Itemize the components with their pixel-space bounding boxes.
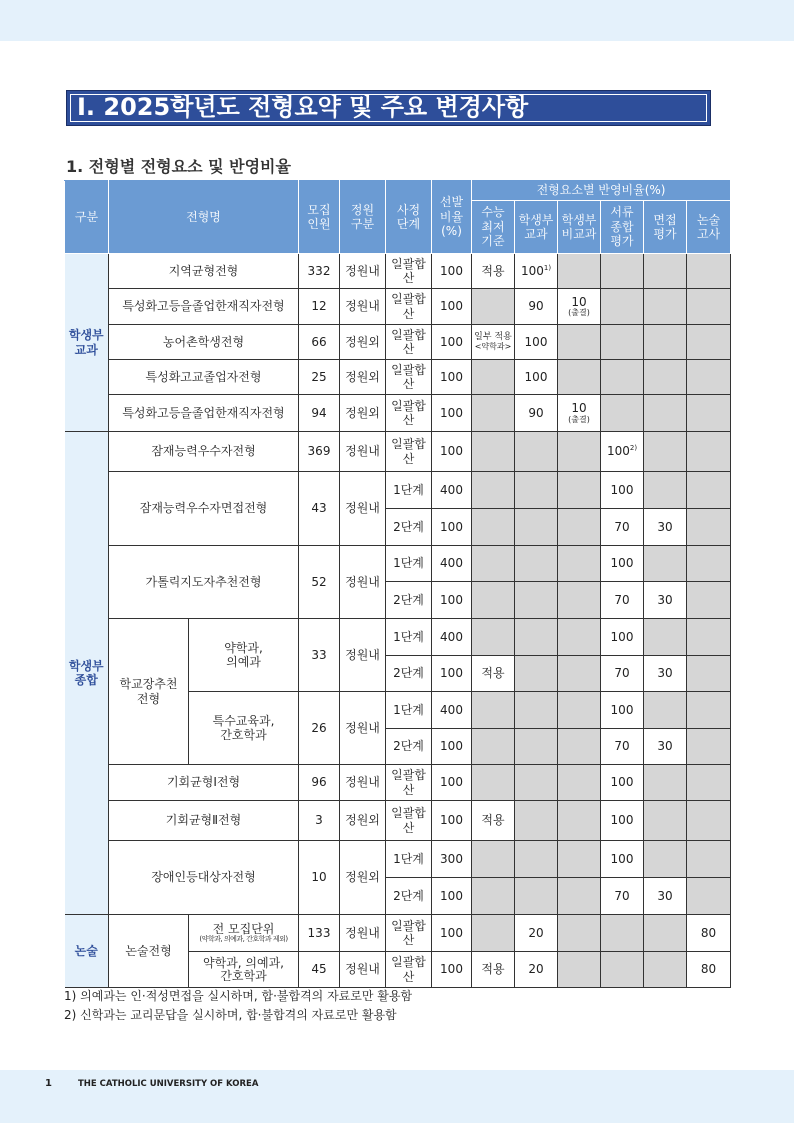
row-name: 약학과, 의예과, 간호학과 <box>189 952 299 988</box>
header-gpa-subject: 학생부 교과 <box>515 201 558 254</box>
header-select-ratio: 선발 비율 (%) <box>432 181 472 254</box>
table-row: 약학과, 의예과, 간호학과 45 정원내 일괄합산 100 적용 20 80 <box>65 952 731 988</box>
table-row: 가톨릭지도자추천전형 52 정원내 1단계 400 100 <box>65 546 731 582</box>
header-document: 서류 종합 평가 <box>601 201 644 254</box>
row-name: 가톨릭지도자추천전형 <box>109 546 299 619</box>
table-row: 기회균형Ⅱ전형 3 정원외 일괄합산 100 적용 100 <box>65 801 731 841</box>
table-row: 특성화고등을졸업한재직자전형 94 정원외 일괄합산 100 90 10 (출결) <box>65 395 731 432</box>
row-name: 특수교육과, 간호학과 <box>189 692 299 765</box>
table-row: 잠재능력우수자면접전형 43 정원내 1단계 400 100 <box>65 472 731 509</box>
header-group: 전형요소별 반영비율(%) <box>472 181 731 201</box>
row-name: 특성화고교졸업자전형 <box>109 360 299 395</box>
section-banner <box>66 90 711 126</box>
table-row: 농어촌학생전형 66 정원외 일괄합산 100 일부 적용 <약학과> 100 <box>65 325 731 360</box>
row-name: 잠재능력우수자전형 <box>109 432 299 472</box>
footnote: 1) 의예과는 인·적성면접을 실시하며, 합·불합격의 자료로만 활용함 <box>64 989 413 1003</box>
row-name: 기회균형Ⅱ전형 <box>109 801 299 841</box>
row-name: 지역균형전형 <box>109 254 299 289</box>
bottom-band <box>0 1070 794 1123</box>
row-group-name: 학교장추천 전형 <box>109 619 189 765</box>
header-quota: 정원 구분 <box>340 181 386 254</box>
row-name: 약학과, 의예과 <box>189 619 299 692</box>
footnotes <box>64 987 412 1025</box>
header-category: 구분 <box>65 181 109 254</box>
row-name: 잠재능력우수자면접전형 <box>109 472 299 546</box>
category-subject: 학생부 교과 <box>65 254 109 432</box>
row-name: 기회균형Ⅰ전형 <box>109 765 299 801</box>
table-row: 특성화고등을졸업한재직자전형 12 정원내 일괄합산 100 90 10 (출결) <box>65 289 731 325</box>
table-row: 특수교육과, 간호학과 26 정원내 1단계 400 100 <box>65 692 731 729</box>
header-name: 전형명 <box>109 181 299 254</box>
subsection-title: 1. 전형별 전형요소 및 반영비율 <box>66 157 291 176</box>
row-name: 농어촌학생전형 <box>109 325 299 360</box>
header-csat: 수능 최저 기준 <box>472 201 515 254</box>
table-row: 학교장추천 전형 약학과, 의예과 33 정원내 1단계 400 100 <box>65 619 731 656</box>
table-row: 특성화고교졸업자전형 25 정원외 일괄합산 100 100 <box>65 360 731 395</box>
page-number: 1 <box>45 1078 52 1089</box>
table-row: 학생부 종합 잠재능력우수자전형 369 정원내 일괄합산 100 100$^{2)}$ <box>65 432 731 472</box>
footnote: 2) 신학과는 교리문답을 실시하며, 합·불합격의 자료로만 활용함 <box>64 1008 397 1022</box>
table-row: 2단계 100 70 30 <box>65 509 731 546</box>
table-row: 장애인등대상자전형 10 정원외 1단계 300 100 <box>65 841 731 878</box>
top-band <box>0 0 794 41</box>
header-interview: 면접 평가 <box>644 201 687 254</box>
table-row: 기회균형Ⅰ전형 96 정원내 일괄합산 100 100 <box>65 765 731 801</box>
table-row: 2단계 100 적용 70 30 <box>65 656 731 692</box>
category-essay: 논술 <box>65 915 109 988</box>
section-title: Ⅰ. 2025학년도 전형요약 및 주요 변경사항 <box>77 93 529 121</box>
table-row: 논술 논술전형 전 모집단위 (약학과, 의예과, 간호학과 제외) 133 정원내 일괄합산 100 20 80 <box>65 915 731 952</box>
row-group-name: 논술전형 <box>109 915 189 988</box>
university-name: THE CATHOLIC UNIVERSITY OF KOREA <box>78 1079 259 1089</box>
table-row: 2단계 100 70 30 <box>65 582 731 619</box>
row-name: 특성화고등을졸업한재직자전형 <box>109 395 299 432</box>
row-name: 특성화고등을졸업한재직자전형 <box>109 289 299 325</box>
header-gpa-nonsubject: 학생부 비교과 <box>558 201 601 254</box>
row-name: 전 모집단위 <box>212 921 275 936</box>
table-row: 2단계 100 70 30 <box>65 729 731 765</box>
header-capacity: 모집 인원 <box>299 181 340 254</box>
table-row: 2단계 100 70 30 <box>65 878 731 915</box>
row-name: 장애인등대상자전형 <box>109 841 299 915</box>
admission-table <box>64 180 731 988</box>
table-row: 학생부 교과 지역균형전형 332 정원내 일괄합산 100 적용 100$^{1)}$ <box>65 254 731 289</box>
header-essay: 논술 고사 <box>687 201 731 254</box>
header-stage: 사정 단계 <box>386 181 432 254</box>
category-comprehensive: 학생부 종합 <box>65 432 109 915</box>
